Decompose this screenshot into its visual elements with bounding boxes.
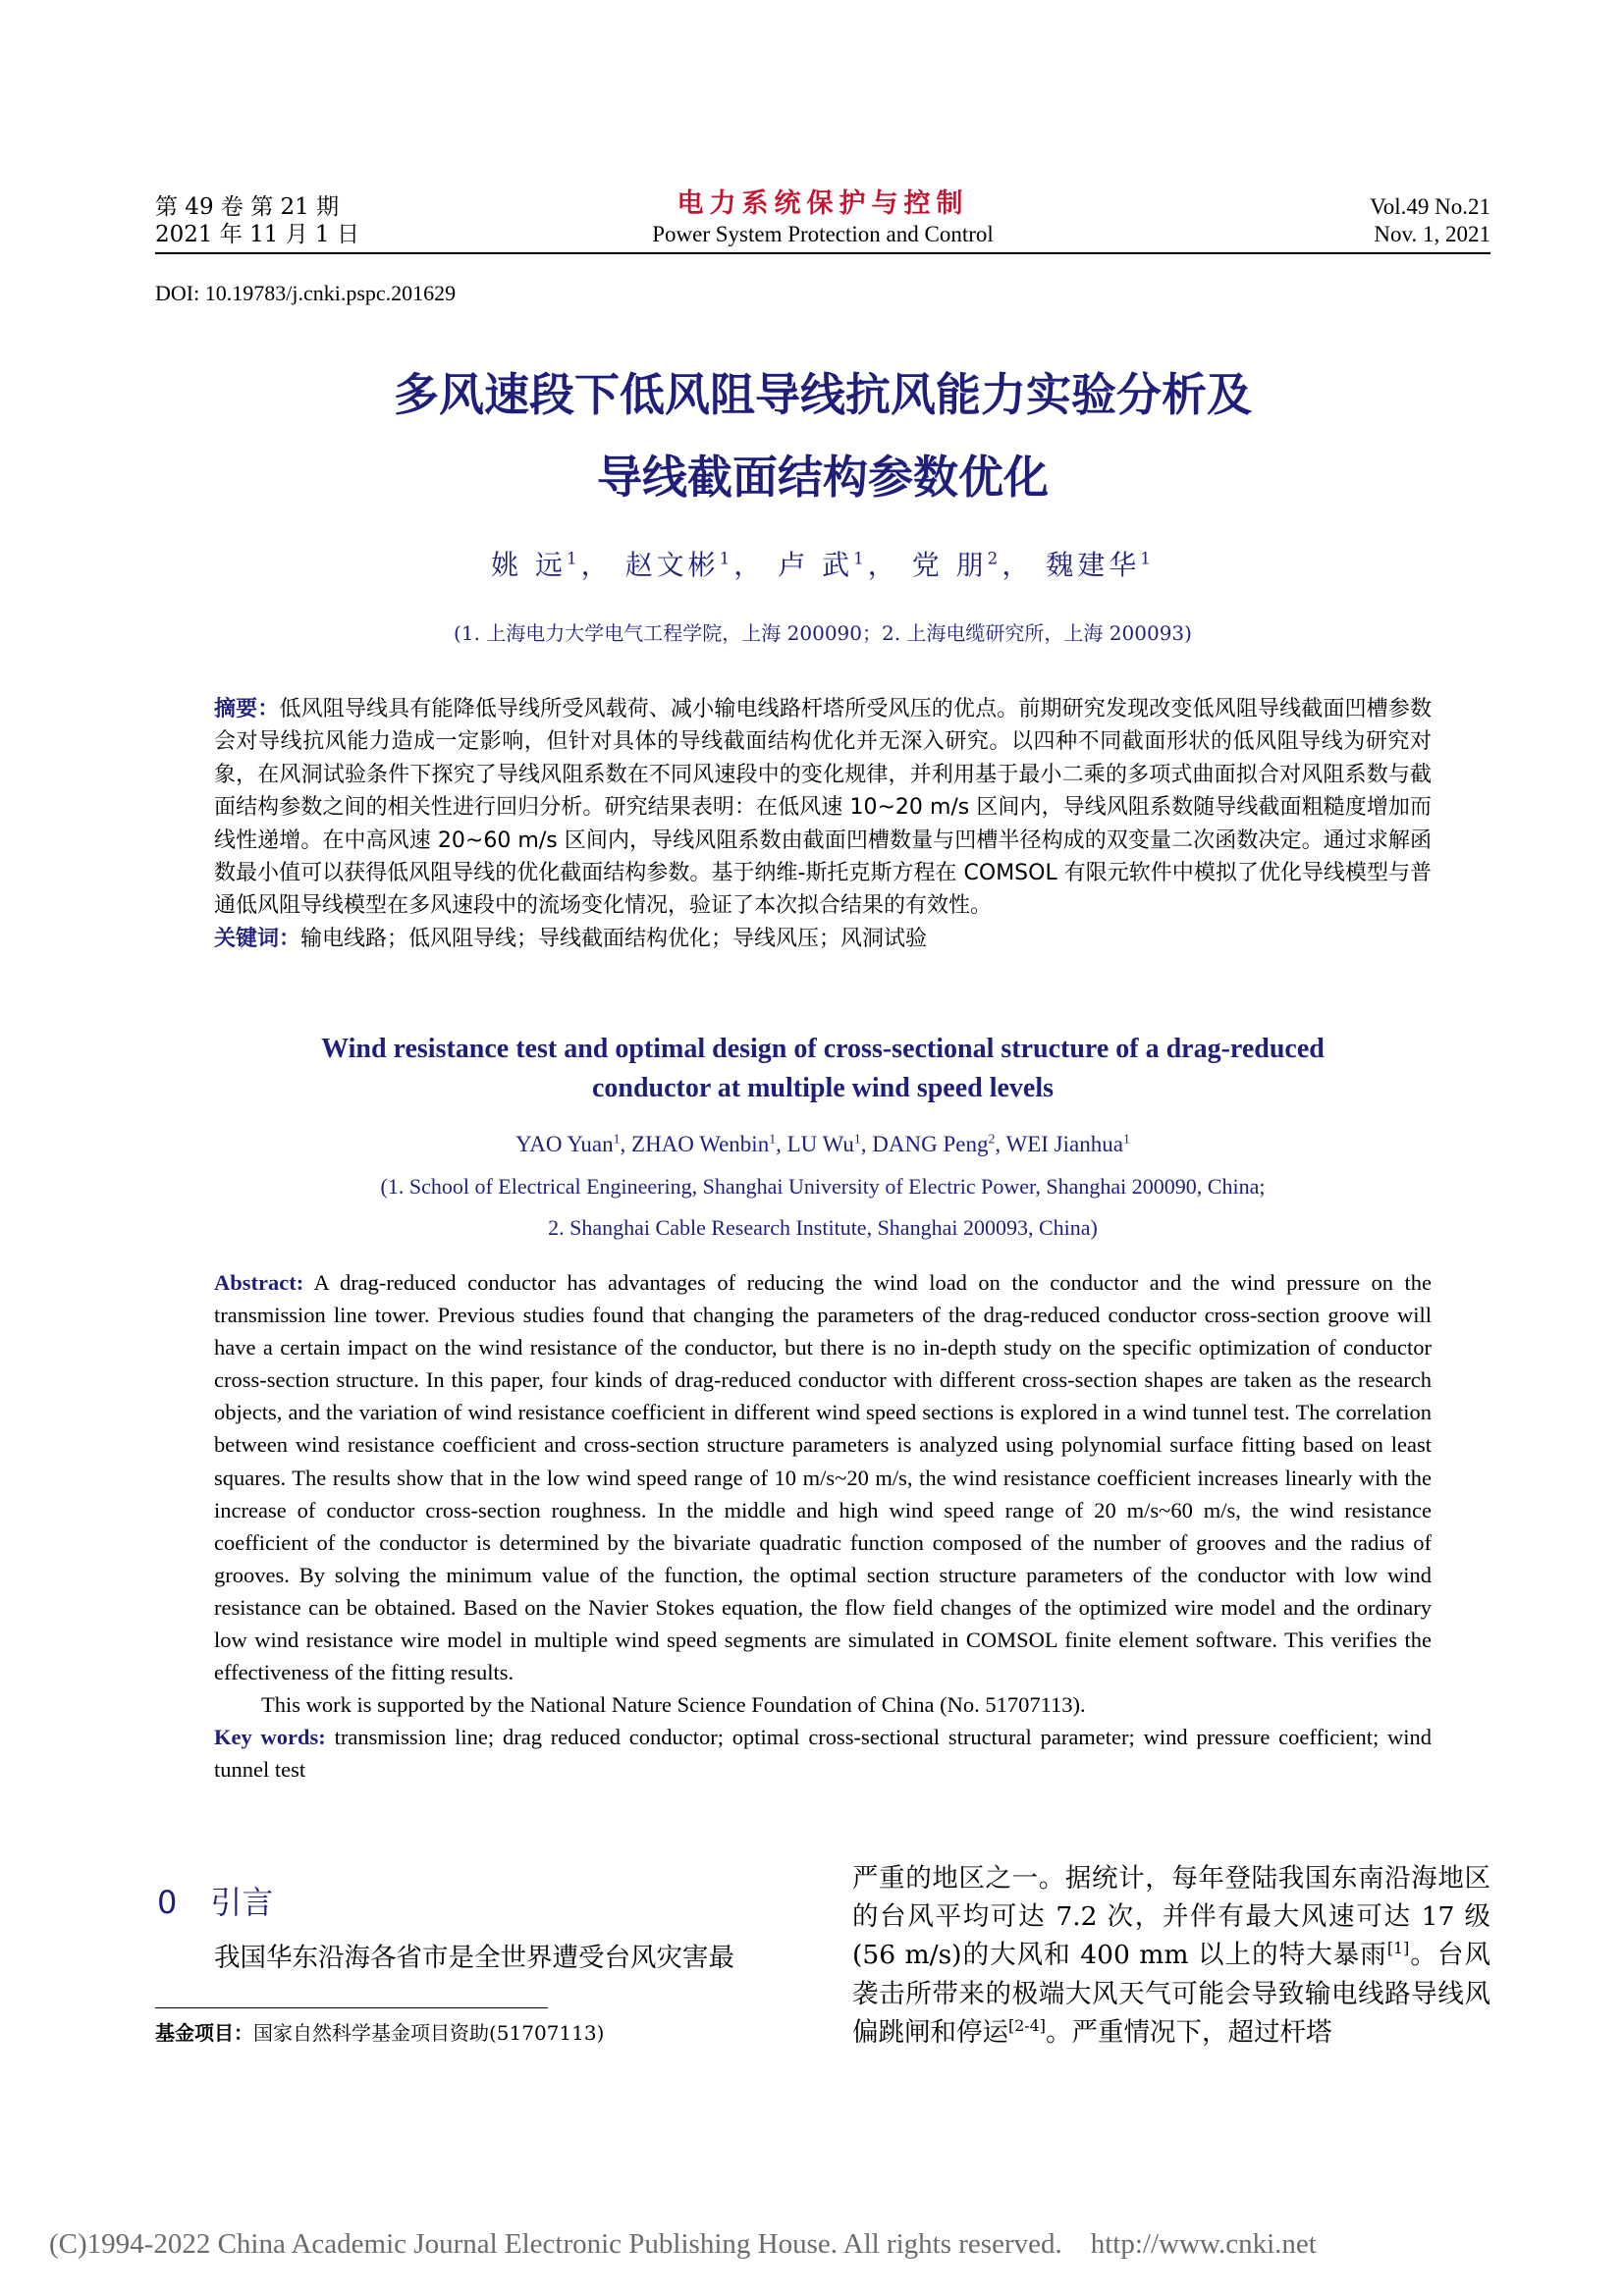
author-zh: 姚 远$^1$， xyxy=(491,548,613,581)
authors-en xyxy=(155,1129,1490,1160)
affiliation-zh: (1. 上海电力大学电气工程学院，上海 200090；2. 上海电缆研究所，上海 200093) xyxy=(454,621,1192,645)
author-zh: 卢 武$^1$， xyxy=(778,548,899,581)
keywords-zh-label: 关键词： xyxy=(214,926,301,951)
author-en: ZHAO Wenbin$^1$, xyxy=(631,1131,787,1156)
volume-issue-zh: 第 49 卷 第 21 期 xyxy=(155,194,340,220)
author-en: WEI Jianhua$^1$ xyxy=(1005,1131,1130,1156)
funding-note-en: This work is supported by the National Nature Science Foundation of China (No. 51707113). xyxy=(261,1692,1086,1718)
title-zh-line2: 导线截面结构参数优化 xyxy=(597,451,1049,504)
footnote-rule xyxy=(155,2007,548,2008)
abstract-zh-text: 低风阻导线具有能降低导线所受风载荷、减小输电线路杆塔所受风压的优点。前期研究发现改变低风阻导线截面凹槽参数会对导线抗风能力造成一定影响，但针对具体的导线截面结构优化并无深入研究。以四种不同截面形状的低风阻导线为研究对象，在风洞试验条件下探究了导线风阻系数在不同风速段中的变化规律，并利用基于最小二乘的多项式曲面拟合对风阻系数与截面结构参数之间的相关性进行回归分析。研究结果表明：在低风速 10~20 m/s 区间内，导线风阻系数随导线截面粗糙度增加而线性递增。在中高风速 20~60 m/s 区间内，导线风阻系数由截面凹槽数量与凹槽半径构成的双变量二次函数决定。通过求解函数最小值可以获得低风阻导线的优化截面结构参数。基于纳维-斯托克斯方程在 COMSOL 有限元软件中模拟了优化导线模型与普通低风阻导线模型在多风速段中的流场变化情况，验证了本次拟合结果的有效性。 xyxy=(214,697,1432,919)
authors-zh xyxy=(155,546,1490,585)
title-zh-line1: 多风速段下低风阻导线抗风能力实验分析及 xyxy=(394,368,1252,421)
keywords-en: transmission line; drag reduced conductor; optimal cross-sectional structural parameter; wind pressure coefficient; wind tunnel test xyxy=(214,1725,1432,1783)
journal-title-zh: 电力系统保护与控制 xyxy=(677,188,969,219)
footnote-text: 国家自然科学基金项目资助(51707113) xyxy=(253,2021,605,2045)
section-heading xyxy=(157,1881,273,1924)
citation-1: [1] xyxy=(1386,1939,1410,1958)
abstract-en xyxy=(214,1266,1432,1787)
doi: DOI: 10.19783/j.cnki.pspc.201629 xyxy=(155,281,457,305)
footnote-label: 基金项目： xyxy=(155,2021,253,2045)
footnote xyxy=(155,2018,604,2048)
issue-date-en: Nov. 1, 2021 xyxy=(1374,222,1490,246)
keywords-en-label: Key words: xyxy=(214,1725,326,1750)
body-left-column: 我国华东沿海各省市是全世界遭受台风灾害最 xyxy=(214,1943,734,1973)
keywords-zh: 输电线路；低风阻导线；导线截面结构优化；导线风压；风洞试验 xyxy=(300,926,928,951)
volume-issue-en: Vol.49 No.21 xyxy=(1370,194,1490,219)
issue-date-zh: 2021 年 11 月 1 日 xyxy=(155,222,359,247)
affiliation-en-line2: 2. Shanghai Cable Research Institute, Shanghai 200093, China) xyxy=(548,1215,1098,1240)
abstract-en-text: A drag-reduced conductor has advantages of reducing the wind load on the conductor and the wind pressure on the transmission line tower. Previous studies found that changing the parameters of the drag-reduced conductor cross-section groove will have a certain impact on the wind resistance of the conductor, but there is no in-depth study on the specific optimization of conductor cross-section structure. In this paper, four kinds of drag-reduced conductor with different cross-section shapes are taken as the research objects, and the variation of wind resistance coefficient in different wind speed sections is explored in a wind tunnel test. The correlation between wind resistance coefficient and cross-section structure parameters is analyzed using polynomial surface fitting based on least squares. The results show that in the low wind speed range of 10 m/s~20 m/s, the wind resistance coefficient increases linearly with the increase of conductor cross-section roughness. In the middle and high wind speed range of 20 m/s~60 m/s, the wind resistance coefficient of the conductor is determined by the bivariate quadratic function composed of the number of grooves and the radius of grooves. By solving the minimum value of the function, the optimal section structure parameters of the conductor with low wind resistance can be obtained. Based on the Navier Stokes equation, the flow field changes of the optimized wire model and the ordinary low wind resistance wire model in multiple wind speed segments are simulated in COMSOL finite element software. This verifies the effectiveness of the fitting results. xyxy=(214,1270,1433,1685)
journal-title-en: Power System Protection and Control xyxy=(652,222,994,246)
author-zh: 赵文彬$^1$， xyxy=(624,548,766,581)
title-en-line1: Wind resistance test and optimal design of cross-sectional structure of a drag-reduced xyxy=(321,1034,1325,1064)
author-zh: 党 朋$^2$， xyxy=(911,548,1034,581)
title-en-line2: conductor at multiple wind speed levels xyxy=(591,1073,1055,1103)
abstract-en-label: Abstract: xyxy=(214,1270,304,1295)
author-en: LU Wu$^1$, xyxy=(786,1131,873,1156)
body-right-column: 严重的地区之一。据统计，每年登陆我国东南沿海地区的台风平均可达 7.2 次，并伴有最大风速可达 17 级(56 m/s)的大风和 400 mm 以上的特大暴雨[1]。台风袭击所带来的极端大风天气可能会导致输电线路导线风偏跳闸和停运[2-4]。严重情况下，超过杆塔 xyxy=(852,1863,1490,2048)
abstract-zh-label: 摘要： xyxy=(214,697,280,721)
affiliation-en-line1: (1. School of Electrical Engineering, Shanghai University of Electric Power, Shanghai 200090, China; xyxy=(380,1174,1266,1199)
section-number: 0 xyxy=(157,1884,178,1921)
copyright-footer: (C)1994-2022 China Academic Journal Electronic Publishing House. All rights reserved. http://www.cnki.net xyxy=(49,2228,1317,2260)
author-en: YAO Yuan$^1$, xyxy=(515,1131,632,1156)
abstract-zh xyxy=(214,693,1432,955)
author-en: DANG Peng$^2$, xyxy=(872,1131,1006,1156)
header-rule xyxy=(155,252,1490,254)
section-title: 引言 xyxy=(210,1884,274,1921)
author-zh: 魏建华$^1$ xyxy=(1046,548,1155,581)
citation-2-4: [2-4] xyxy=(1008,2015,1046,2035)
